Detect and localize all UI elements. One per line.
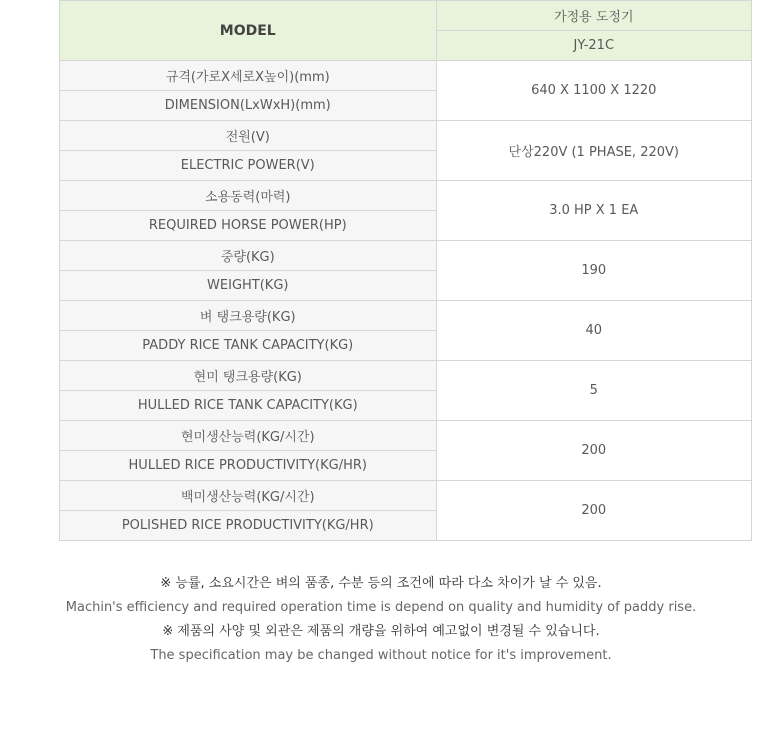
spec-table-body (60, 61, 752, 541)
note-efficiency-ko: ※ 능률, 소요시간은 벼의 품종, 수분 등의 조건에 따라 다소 차이가 날 수 있음. (160, 576, 602, 591)
spec-row (60, 241, 752, 271)
spec-label-en: HULLED RICE TANK CAPACITY(KG) (60, 391, 437, 421)
note-specification-en: The specification may be changed without notice for it's improvement. (150, 648, 612, 663)
spec-label-en: PADDY RICE TANK CAPACITY(KG) (60, 331, 437, 361)
spec-value: 640 X 1100 X 1220 (436, 61, 751, 121)
spec-table (59, 0, 752, 541)
spec-value: 40 (436, 301, 751, 361)
spec-row (60, 361, 752, 391)
spec-row (60, 301, 752, 331)
spec-label-ko: 중량(KG) (60, 241, 437, 271)
spec-label-en: ELECTRIC POWER(V) (60, 151, 437, 181)
spec-row (60, 481, 752, 511)
spec-value: 190 (436, 241, 751, 301)
product-name: 가정용 도정기 (436, 1, 751, 31)
spec-label-en: WEIGHT(KG) (60, 271, 437, 301)
spec-value: 단상220V (1 PHASE, 220V) (436, 121, 751, 181)
spec-label-en: DIMENSION(LxWxH)(mm) (60, 91, 437, 121)
model-header-label: MODEL (60, 1, 437, 61)
spec-label-ko: 소용동력(마력) (60, 181, 437, 211)
spec-row (60, 181, 752, 211)
spec-label-ko: 현미 탱크용량(KG) (60, 361, 437, 391)
notes-section (0, 572, 762, 668)
spec-label-ko: 현미생산능력(KG/시간) (60, 421, 437, 451)
spec-row (60, 121, 752, 151)
spec-label-en: REQUIRED HORSE POWER(HP) (60, 211, 437, 241)
spec-value: 5 (436, 361, 751, 421)
spec-value: 3.0 HP X 1 EA (436, 181, 751, 241)
spec-label-en: HULLED RICE PRODUCTIVITY(KG/HR) (60, 451, 437, 481)
spec-label-ko: 백미생산능력(KG/시간) (60, 481, 437, 511)
spec-label-ko: 벼 탱크용량(KG) (60, 301, 437, 331)
spec-label-ko: 전원(V) (60, 121, 437, 151)
spec-value: 200 (436, 481, 751, 541)
spec-label-en: POLISHED RICE PRODUCTIVITY(KG/HR) (60, 511, 437, 541)
note-specification-ko: ※ 제품의 사양 및 외관은 제품의 개량을 위하여 예고없이 변경될 수 있습니다. (162, 624, 600, 639)
spec-row (60, 421, 752, 451)
spec-table-header (60, 1, 752, 61)
spec-value: 200 (436, 421, 751, 481)
note-efficiency-en: Machin's efficiency and required operation time is depend on quality and humidity of paddy rise. (65, 600, 697, 615)
spec-label-ko: 규격(가로X세로X높이)(mm) (60, 61, 437, 91)
spec-row (60, 61, 752, 91)
model-code: JY-21C (436, 31, 751, 61)
